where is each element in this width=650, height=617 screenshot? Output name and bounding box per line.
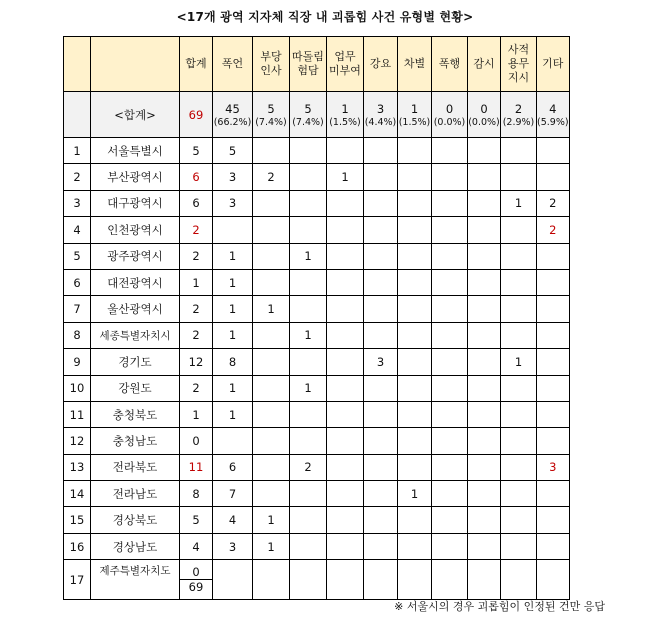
region-name: 경상남도 — [91, 533, 180, 559]
cell-value — [398, 217, 432, 243]
cell-value — [364, 164, 398, 190]
total-cell — [327, 92, 364, 138]
header-col: 따돌림 험담 — [290, 37, 327, 92]
total-cell — [364, 92, 398, 138]
cell-value — [364, 481, 398, 507]
cell-value — [364, 401, 398, 427]
cell-value — [432, 349, 468, 375]
row-total — [180, 560, 213, 600]
cell-value — [468, 190, 501, 216]
row-total: 11 — [180, 454, 213, 480]
row-number: 13 — [64, 454, 91, 480]
row-total: 12 — [180, 349, 213, 375]
cell-value — [398, 296, 432, 322]
row-number: 16 — [64, 533, 91, 559]
cell-value — [327, 533, 364, 559]
cell-value: 1 — [213, 375, 253, 401]
cell-value — [253, 217, 290, 243]
cell-value — [398, 138, 432, 164]
row-number: 6 — [64, 269, 91, 295]
header-col: 감시 — [468, 37, 501, 92]
cell-value — [501, 428, 537, 454]
cell-value — [398, 269, 432, 295]
cell-value — [290, 138, 327, 164]
row-number: 10 — [64, 375, 91, 401]
total-count: 3 — [376, 101, 385, 116]
cell-value — [398, 428, 432, 454]
cell-value — [290, 217, 327, 243]
cell-value — [432, 428, 468, 454]
table-row — [64, 428, 570, 454]
cell-value — [327, 401, 364, 427]
table-row — [64, 243, 570, 269]
total-count: 5 — [304, 101, 312, 116]
cell-value: 7 — [213, 481, 253, 507]
footnote: ※ 서울시의 경우 괴롭힘이 인정된 건만 응답 — [394, 600, 605, 613]
cell-value — [364, 560, 398, 600]
cell-value — [537, 401, 570, 427]
cell-value — [537, 560, 570, 600]
cell-value — [501, 560, 537, 600]
total-count: 4 — [549, 101, 557, 116]
cell-value — [468, 349, 501, 375]
table-row — [64, 507, 570, 533]
cell-value — [468, 296, 501, 322]
cell-value — [468, 138, 501, 164]
cell-value — [501, 507, 537, 533]
total-cell — [468, 92, 501, 138]
total-cell — [501, 92, 537, 138]
table-title: <17개 광역 지자체 직장 내 괴롭힘 사건 유형별 현황> — [176, 10, 474, 24]
cell-value — [501, 269, 537, 295]
total-no — [64, 92, 91, 138]
table-row — [64, 454, 570, 480]
total-cell — [432, 92, 468, 138]
total-percent: (1.5%) — [329, 116, 361, 128]
cell-value: 2 — [537, 190, 570, 216]
cell-value — [290, 533, 327, 559]
row-total: 4 — [180, 533, 213, 559]
cell-value: 3 — [213, 533, 253, 559]
total-percent: (1.5%) — [398, 116, 431, 128]
row-total: 2 — [180, 296, 213, 322]
cell-value — [432, 533, 468, 559]
cell-value — [432, 454, 468, 480]
region-name: 대구광역시 — [91, 190, 180, 216]
total-percent: (66.2%) — [213, 116, 252, 128]
cell-value — [364, 507, 398, 533]
header-col: 폭행 — [432, 37, 468, 92]
cell-value — [327, 190, 364, 216]
row-total: 8 — [180, 481, 213, 507]
cell-value: 5 — [213, 138, 253, 164]
cell-value — [364, 533, 398, 559]
total-percent: (5.9%) — [537, 116, 569, 128]
cell-value — [468, 375, 501, 401]
cell-value — [290, 507, 327, 533]
cell-value — [398, 243, 432, 269]
cell-value — [432, 269, 468, 295]
total-cell — [213, 92, 253, 138]
row-total: 0 — [180, 428, 213, 454]
row-total: 2 — [180, 375, 213, 401]
cell-value — [364, 269, 398, 295]
cell-value — [501, 164, 537, 190]
cell-value — [290, 428, 327, 454]
header-col: 업무 미부여 — [327, 37, 364, 92]
cell-value — [537, 164, 570, 190]
cell-value — [290, 349, 327, 375]
region-name: 전라남도 — [91, 481, 180, 507]
cell-value — [398, 507, 432, 533]
cell-value — [290, 164, 327, 190]
row-total-value: 0 — [180, 565, 212, 580]
header-col: 사적 용무 지시 — [501, 37, 537, 92]
cell-value — [468, 507, 501, 533]
region-name: 울산광역시 — [91, 296, 180, 322]
cell-value — [432, 560, 468, 600]
cell-value — [327, 560, 364, 600]
cell-value: 1 — [253, 533, 290, 559]
table-row — [64, 269, 570, 295]
cell-value — [537, 507, 570, 533]
cell-value — [537, 349, 570, 375]
row-number: 17 — [64, 560, 91, 600]
cell-value — [468, 560, 501, 600]
header-region — [91, 37, 180, 92]
cell-value — [432, 401, 468, 427]
cell-value: 1 — [213, 269, 253, 295]
total-count: 1 — [410, 101, 419, 116]
row-number: 3 — [64, 190, 91, 216]
cell-value — [468, 401, 501, 427]
total-label: <합계> — [91, 92, 180, 138]
cell-value — [253, 375, 290, 401]
cell-value — [501, 454, 537, 480]
cell-value — [253, 243, 290, 269]
cell-value — [253, 428, 290, 454]
total-count: 2 — [514, 101, 523, 116]
cell-value: 1 — [213, 322, 253, 348]
cell-value — [468, 428, 501, 454]
header-no — [64, 37, 91, 92]
cell-value — [432, 164, 468, 190]
cell-value — [501, 296, 537, 322]
row-number: 8 — [64, 322, 91, 348]
row-number: 2 — [64, 164, 91, 190]
region-name: 세종특별자치시 — [91, 322, 180, 348]
cell-value — [327, 507, 364, 533]
table-row — [64, 533, 570, 559]
cell-value — [327, 375, 364, 401]
cell-value — [364, 138, 398, 164]
region-name: 서울특별시 — [91, 138, 180, 164]
cell-value — [364, 243, 398, 269]
region-name: 충청북도 — [91, 401, 180, 427]
cell-value — [364, 322, 398, 348]
cell-value: 1 — [501, 190, 537, 216]
cell-value — [468, 217, 501, 243]
cell-value — [253, 269, 290, 295]
cell-value: 6 — [213, 454, 253, 480]
cell-value — [290, 296, 327, 322]
total-cell — [398, 92, 432, 138]
cell-value — [468, 454, 501, 480]
cell-value — [537, 428, 570, 454]
cell-value: 4 — [213, 507, 253, 533]
cell-value — [501, 481, 537, 507]
cell-value — [537, 269, 570, 295]
table-row — [64, 296, 570, 322]
header-col: 강요 — [364, 37, 398, 92]
cell-value — [327, 454, 364, 480]
cell-value — [501, 401, 537, 427]
row-total: 5 — [180, 507, 213, 533]
total-count: 0 — [445, 101, 454, 116]
cell-value — [468, 243, 501, 269]
cell-value — [432, 190, 468, 216]
header-col: 합계 — [180, 37, 213, 92]
total-count: 45 — [225, 101, 240, 116]
table-row — [64, 217, 570, 243]
row-total: 2 — [180, 322, 213, 348]
total-percent: (4.4%) — [364, 116, 397, 128]
cell-value: 1 — [501, 349, 537, 375]
row-number: 12 — [64, 428, 91, 454]
cell-value: 1 — [290, 322, 327, 348]
total-count: 0 — [480, 101, 488, 116]
cell-value — [432, 243, 468, 269]
total-percent: (2.9%) — [502, 116, 535, 128]
cell-value — [213, 217, 253, 243]
cell-value — [468, 269, 501, 295]
row-number: 15 — [64, 507, 91, 533]
cell-value — [432, 217, 468, 243]
cell-value — [398, 322, 432, 348]
cell-value — [432, 481, 468, 507]
cell-value — [290, 269, 327, 295]
region-name: 강원도 — [91, 375, 180, 401]
table-row — [64, 375, 570, 401]
cell-value — [290, 560, 327, 600]
cell-value — [501, 243, 537, 269]
row-number: 7 — [64, 296, 91, 322]
cell-value — [501, 217, 537, 243]
cell-value — [364, 217, 398, 243]
cell-value — [501, 138, 537, 164]
cell-value — [432, 138, 468, 164]
region-name: 충청남도 — [91, 428, 180, 454]
cell-value — [537, 138, 570, 164]
cell-value: 2 — [290, 454, 327, 480]
cell-value — [327, 481, 364, 507]
cell-value: 1 — [213, 401, 253, 427]
cell-value — [327, 428, 364, 454]
cell-value: 3 — [213, 190, 253, 216]
table-row — [64, 481, 570, 507]
cell-value — [327, 322, 364, 348]
header-col: 부당 인사 — [253, 37, 290, 92]
cell-value — [432, 322, 468, 348]
cell-value — [468, 533, 501, 559]
cell-value — [253, 138, 290, 164]
row-total: 6 — [180, 190, 213, 216]
cell-value: 1 — [327, 164, 364, 190]
cell-value — [327, 217, 364, 243]
row-total: 6 — [180, 164, 213, 190]
total-count: 1 — [341, 101, 349, 116]
region-name: 전라북도 — [91, 454, 180, 480]
row-number: 4 — [64, 217, 91, 243]
cell-value — [398, 533, 432, 559]
row-total: 1 — [180, 401, 213, 427]
table-row — [64, 401, 570, 427]
cell-value: 8 — [213, 349, 253, 375]
cell-value — [501, 375, 537, 401]
cell-value — [398, 190, 432, 216]
row-number: 5 — [64, 243, 91, 269]
table-row — [64, 560, 570, 600]
cell-value — [213, 560, 253, 600]
cell-value — [327, 243, 364, 269]
header-col: 기타 — [537, 37, 570, 92]
row-number: 9 — [64, 349, 91, 375]
cell-value — [537, 243, 570, 269]
cell-value: 3 — [537, 454, 570, 480]
cell-value: 1 — [213, 243, 253, 269]
cell-value: 1 — [290, 375, 327, 401]
cell-value — [398, 454, 432, 480]
cell-value — [468, 322, 501, 348]
region-name: 대전광역시 — [91, 269, 180, 295]
cell-value — [468, 481, 501, 507]
total-percent: (0.0%) — [468, 116, 500, 128]
cell-value — [364, 296, 398, 322]
cell-value — [327, 296, 364, 322]
grand-total-value: 69 — [188, 580, 204, 595]
region-name: 광주광역시 — [91, 243, 180, 269]
region-name: 경상북도 — [91, 507, 180, 533]
table-row — [64, 138, 570, 164]
cell-value — [253, 401, 290, 427]
cell-value — [537, 481, 570, 507]
cell-value — [537, 322, 570, 348]
total-cell — [180, 92, 213, 138]
cell-value — [253, 454, 290, 480]
cell-value: 1 — [398, 481, 432, 507]
total-count: 5 — [267, 101, 275, 116]
cell-value — [537, 296, 570, 322]
cell-value — [364, 375, 398, 401]
cell-value — [253, 560, 290, 600]
total-row — [64, 92, 570, 138]
row-number: 14 — [64, 481, 91, 507]
cell-value — [213, 428, 253, 454]
region-name: 경기도 — [91, 349, 180, 375]
row-total: 2 — [180, 217, 213, 243]
cell-value — [253, 481, 290, 507]
total-percent: (0.0%) — [433, 116, 466, 128]
cell-value — [290, 481, 327, 507]
total-count: 69 — [188, 107, 204, 122]
cell-value — [398, 375, 432, 401]
cell-value — [398, 349, 432, 375]
total-cell — [253, 92, 290, 138]
region-name: 부산광역시 — [91, 164, 180, 190]
cell-value — [398, 164, 432, 190]
cell-value — [468, 164, 501, 190]
cell-value: 2 — [253, 164, 290, 190]
region-name: 인천광역시 — [91, 217, 180, 243]
cell-value — [253, 322, 290, 348]
cell-value — [501, 533, 537, 559]
table-row — [64, 322, 570, 348]
cell-value — [327, 138, 364, 164]
cell-value: 1 — [253, 507, 290, 533]
harassment-table — [63, 36, 570, 600]
cell-value: 2 — [537, 217, 570, 243]
region-name: 제주특별자치도 — [91, 560, 180, 600]
cell-value: 3 — [364, 349, 398, 375]
cell-value — [253, 190, 290, 216]
cell-value — [537, 533, 570, 559]
header-col: 차별 — [398, 37, 432, 92]
cell-value — [290, 190, 327, 216]
cell-value — [398, 560, 432, 600]
cell-value — [327, 269, 364, 295]
cell-value — [253, 349, 290, 375]
total-cell — [537, 92, 570, 138]
cell-value: 1 — [290, 243, 327, 269]
cell-value — [290, 401, 327, 427]
cell-value — [432, 375, 468, 401]
cell-value: 1 — [213, 296, 253, 322]
cell-value — [364, 428, 398, 454]
cell-value — [364, 190, 398, 216]
cell-value — [364, 454, 398, 480]
header-row — [64, 37, 570, 92]
total-percent: (7.4%) — [255, 116, 287, 128]
cell-value — [432, 507, 468, 533]
header-col: 폭언 — [213, 37, 253, 92]
cell-value: 3 — [213, 164, 253, 190]
cell-value — [432, 296, 468, 322]
row-total: 1 — [180, 269, 213, 295]
cell-value: 1 — [253, 296, 290, 322]
table-row — [64, 164, 570, 190]
total-percent: (7.4%) — [292, 116, 324, 128]
row-number: 11 — [64, 401, 91, 427]
cell-value — [501, 322, 537, 348]
table-row — [64, 349, 570, 375]
row-total: 2 — [180, 243, 213, 269]
cell-value — [537, 375, 570, 401]
total-cell — [290, 92, 327, 138]
row-number: 1 — [64, 138, 91, 164]
row-total: 5 — [180, 138, 213, 164]
table-row — [64, 190, 570, 216]
cell-value — [327, 349, 364, 375]
cell-value — [398, 401, 432, 427]
